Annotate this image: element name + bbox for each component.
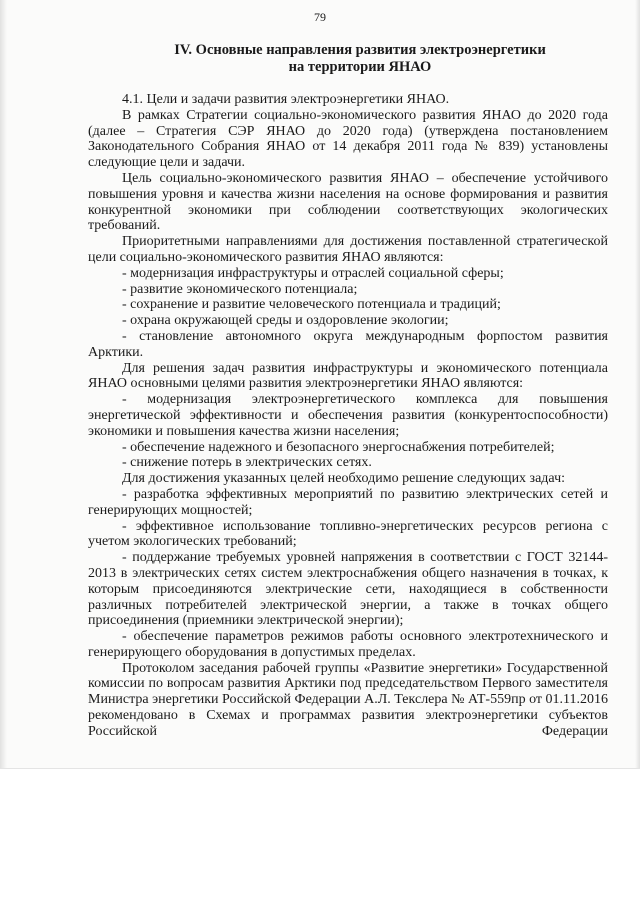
list-item: - модернизация электроэнергетического комплекса для повышения энергетической эффективности и обеспечения развития (конкурентоспособности) экономики и повышения качества жизни населения; <box>88 392 608 439</box>
section-heading <box>100 42 620 76</box>
list-item: - разработка эффективных мероприятий по развитию электрических сетей и генерирующих мощностей; <box>88 486 608 518</box>
list-item: - поддержание требуемых уровней напряжения в соответствии с ГОСТ 32144-2013 в электрических сетях систем электроснабжения общего назначения в точках, к которым присоединяются электрические сети, находящиеся в собственности различных потребителей электрической энергии, а также в точках общего присоединения (приемники электрической энергии); <box>88 550 608 629</box>
list-item: - охрана окружающей среды и оздоровление экологии; <box>122 313 449 329</box>
paragraph: Для достижения указанных целей необходимо решение следующих задач: <box>122 471 566 487</box>
list-item: - становление автономного округа международным форпостом развития Арктики. <box>88 328 608 360</box>
paragraph: Протоколом заседания рабочей группы «Развитие энергетики» Государственной комиссии по вопросам развития Арктики под председательством Первого заместителя Министра энергетики Российской Федерации А.Л. Текслера № АТ-559пр от 01.11.2016 рекомендовано в Схемах и программах развития электроэнергетики субъектов Российской Федерации <box>88 660 608 739</box>
list-item: - обеспечение параметров режимов работы основного электротехнического и генерирующего оборудования в допустимых пределах. <box>88 629 608 660</box>
scan-edge-right <box>635 0 640 768</box>
body-text <box>88 92 608 740</box>
paragraph: Цель социально-экономического развития ЯНАО – обеспечение устойчивого повышения уровня и качества жизни населения на основе формирования и развития конкурентной экономики при соблюдении соответствующих экологических требований. <box>88 170 608 234</box>
list-item: - развитие экономического потенциала; <box>122 281 358 297</box>
subsection-title: 4.1. Цели и задачи развития электроэнергетики ЯНАО. <box>122 92 450 107</box>
section-heading-line-2: на территории ЯНАО <box>288 59 432 75</box>
list-item: - модернизация инфраструктуры и отраслей социальной сферы; <box>122 265 504 281</box>
page-number: 79 <box>314 10 326 24</box>
list-item: - снижение потерь в электрических сетях. <box>122 455 372 471</box>
list-item: - сохранение и развитие человеческого потенциала и традиций; <box>122 297 501 313</box>
paragraph: Для решения задач развития инфраструктуры и экономического потенциала ЯНАО основными целями развития электроэнергетики ЯНАО являются: <box>88 360 608 392</box>
scan-edge-left <box>0 0 7 768</box>
paragraph: Приоритетными направлениями для достижения поставленной стратегической цели социально-экономического развития ЯНАО являются: <box>88 234 608 265</box>
list-item: - эффективное использование топливно-энергетических ресурсов региона с учетом экологических требований; <box>88 518 608 550</box>
list-item: - обеспечение надежного и безопасного энергоснабжения потребителей; <box>122 439 555 455</box>
paragraph: В рамках Стратегии социально-экономического развития ЯНАО до 2020 года (далее – Стратегия СЭР ЯНАО до 2020 года) (утверждена постановлением Законодательного Собрания ЯНАО от 14 декабря 2011 года № 839) установлены следующие цели и задачи. <box>88 107 608 171</box>
section-heading-line-1: IV. Основные направления развития электроэнергетики <box>174 42 546 58</box>
